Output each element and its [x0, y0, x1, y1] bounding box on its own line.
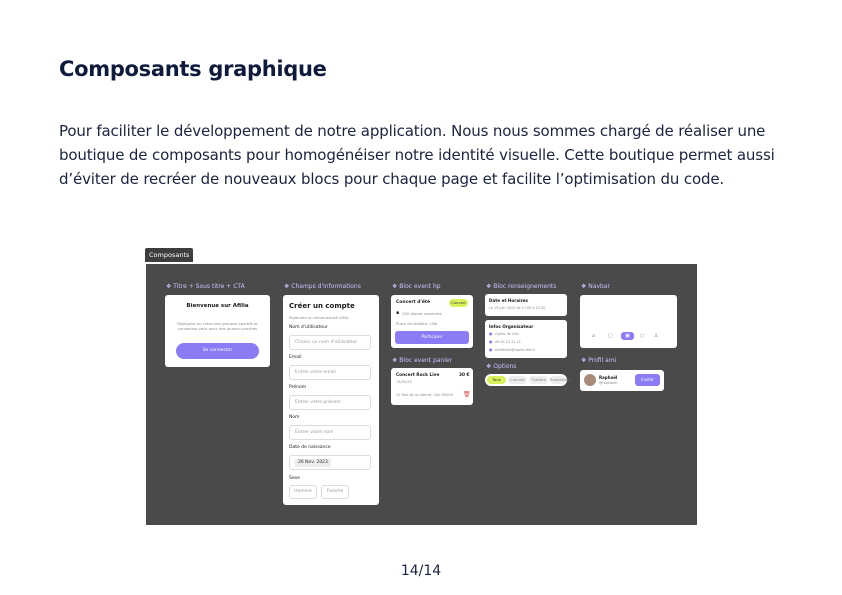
person-icon: ● — [489, 331, 493, 336]
navbar-card — [580, 295, 677, 348]
organizer-email: billetterie@opera-lille.fr — [495, 348, 536, 352]
email-label: Email — [289, 355, 302, 360]
form-title: Créer un compte — [289, 302, 355, 310]
date-info-card — [485, 294, 567, 316]
sex-option-femme[interactable]: Femme — [321, 485, 349, 499]
birthdate-value: 26 Nov. 2023 — [295, 459, 331, 467]
email-input[interactable]: Entrer votre email — [289, 365, 371, 380]
friend-handle: @raphaelfr — [599, 381, 618, 385]
avatar — [584, 374, 596, 386]
section-title-event-hp: ❖ Bloc event hp — [392, 283, 441, 290]
welcome-card — [165, 295, 270, 367]
option-chip-1[interactable]: Tous — [487, 376, 506, 384]
firstname-label: Prénom — [289, 385, 307, 390]
sex-option-homme[interactable]: Homme — [289, 485, 317, 499]
event-panier-price: 30 € — [459, 373, 470, 378]
chat-icon[interactable]: ▢ — [608, 333, 613, 339]
section-title-renseignements: ❖ Bloc renseignements — [486, 283, 557, 290]
welcome-title: Bienvenue sur Afilia — [186, 303, 249, 309]
username-input[interactable]: Choisir un nom d'utilisateur — [289, 335, 371, 350]
section-title-cta: ❖ Titre + Sous titre + CTA — [166, 283, 245, 290]
signup-form-card — [283, 295, 379, 505]
section-title-options: ❖ Options — [486, 363, 517, 370]
birthdate-label: Date de naissance — [289, 445, 331, 450]
organizer-name: Opéra de Lille — [495, 332, 519, 336]
form-subtitle: Rejoindre la communauté Afilia — [289, 315, 349, 320]
event-panier-card — [391, 368, 473, 405]
event-hp-badge: Concert — [449, 299, 468, 307]
ticket-icon: ▪ — [396, 310, 400, 316]
figure-tag: Composants — [145, 248, 193, 262]
lastname-input[interactable]: Entrer votre nom — [289, 425, 371, 440]
firstname-input[interactable]: Entrer votre prénom — [289, 395, 371, 410]
welcome-subtitle: Rejoignez ou créez des groupes sportifs et connectez-vous avec des joueurs proches — [177, 321, 258, 331]
event-panier-date: 15/02/25 — [396, 380, 412, 384]
login-button[interactable]: Se connecter — [176, 343, 259, 359]
event-panier-title: Concert Rock Live — [396, 373, 440, 378]
organizer-phone: 06 02 21 21 21 — [495, 340, 521, 344]
event-hp-card — [391, 295, 473, 348]
home-icon[interactable]: ⌂ — [592, 333, 596, 339]
sex-label: Sexe — [289, 476, 300, 481]
page-title: Composants graphique — [59, 57, 327, 81]
option-chip-4[interactable]: Exposition — [550, 377, 570, 382]
section-title-fields: ❖ Champs d'informations — [284, 283, 361, 290]
friend-name: Raphaël — [599, 375, 618, 380]
event-panier-address: 10 Rue de la Liberté, Lille 59000 — [396, 393, 453, 397]
option-chip-2[interactable]: Concert — [508, 376, 527, 384]
trash-icon[interactable]: 🗑 — [463, 391, 471, 398]
options-bar — [485, 374, 570, 386]
section-title-navbar: ❖ Navbar — [581, 283, 610, 290]
event-hp-places: 150 places restantes — [402, 311, 442, 316]
calendar-icon[interactable]: ▣ — [621, 332, 634, 340]
date-info-value: Le 15 juin 2025 de 17:00 à 22:30 — [489, 306, 546, 310]
section-title-event-panier: ❖ Bloc event panier — [392, 357, 453, 364]
mail-icon: ● — [489, 347, 493, 352]
phone-icon: ● — [489, 339, 493, 344]
user-icon[interactable]: ♙ — [654, 333, 659, 339]
organizer-info-card — [485, 320, 567, 358]
username-label: Nom d'utilisateur — [289, 325, 328, 330]
event-hp-title: Concert d'été — [396, 300, 431, 305]
section-title-profil: ❖ Profil ami — [581, 357, 617, 364]
participate-button[interactable]: Participer — [395, 331, 469, 344]
lastname-label: Nom — [289, 415, 300, 420]
birthdate-field[interactable] — [289, 455, 371, 470]
friend-profile-card — [580, 370, 664, 391]
intro-paragraph: Pour faciliter le développement de notre application. Nous nous sommes chargé de réaliser une boutique de composants pour homogénéiser notre identité visuelle. Cette boutique permet aussi d’éviter de recréer de nouveaux blocs pour chaque page et facilite l’optimisation du code. — [59, 122, 775, 188]
date-info-title: Date et Horaires — [489, 298, 529, 303]
organizer-title: Infos Organisateur — [489, 324, 534, 329]
message-icon[interactable]: ○ — [640, 333, 645, 339]
event-hp-location: Place du théâtre, Lille — [396, 321, 438, 326]
page-number: 14/14 — [400, 563, 442, 579]
components-frame — [146, 264, 697, 525]
invite-button[interactable]: Inviter — [635, 374, 660, 386]
option-chip-3[interactable]: Théâtre — [529, 376, 548, 384]
